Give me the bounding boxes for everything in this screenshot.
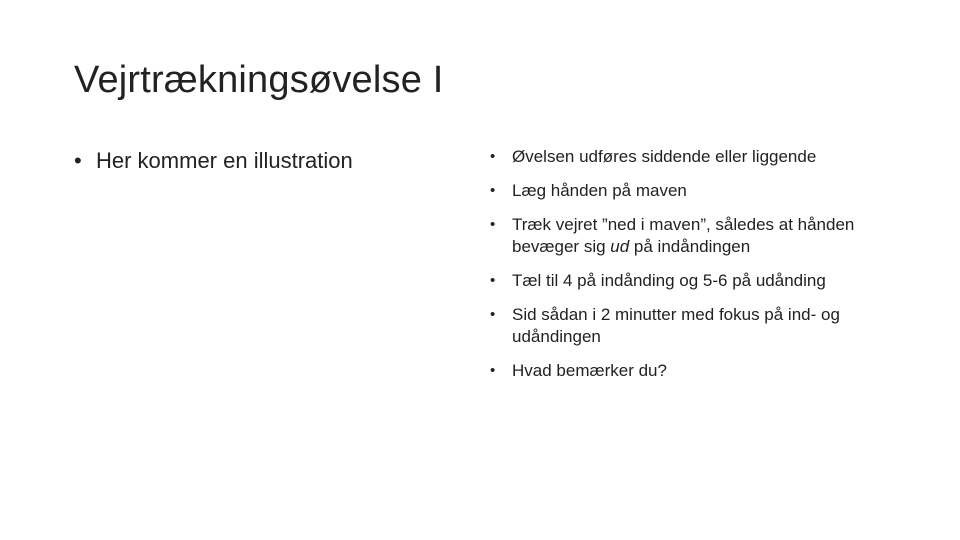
bullet-dot: • [490,362,496,379]
bullet-dot: • [490,148,496,165]
emphasis-text: ud [610,237,630,256]
bullet-dot: • [490,216,496,233]
bullet-text: Tæl til 4 på indånding og 5-6 på udånding [512,271,826,290]
bullet-text: Træk vejret ”ned i maven”, således at hånden bevæger sig ud på indåndingen [512,215,855,256]
right-bullet-item [490,304,900,348]
right-bullet-item [490,146,900,168]
bullet-dot: • [490,306,496,323]
left-bullet-item [74,146,454,176]
bullet-dot: • [490,182,496,199]
left-content [74,146,454,176]
left-bullet-list [74,146,454,176]
bullet-text: Øvelsen udføres siddende eller liggende [512,147,817,166]
bullet-text: Hvad bemærker du? [512,361,667,380]
right-bullet-list [490,146,900,382]
bullet-text: Her kommer en illustration [96,148,353,173]
right-bullet-item [490,180,900,202]
bullet-text: Sid sådan i 2 minutter med fokus på ind- og udåndingen [512,305,840,346]
right-bullet-item [490,360,900,382]
slide-title: Vejrtrækningsøvelse I [74,59,444,101]
bullet-dot: • [490,272,496,289]
right-bullet-item [490,270,900,292]
bullet-text: Læg hånden på maven [512,181,687,200]
right-content [490,146,900,394]
bullet-dot: • [74,148,82,173]
right-bullet-item [490,214,900,258]
